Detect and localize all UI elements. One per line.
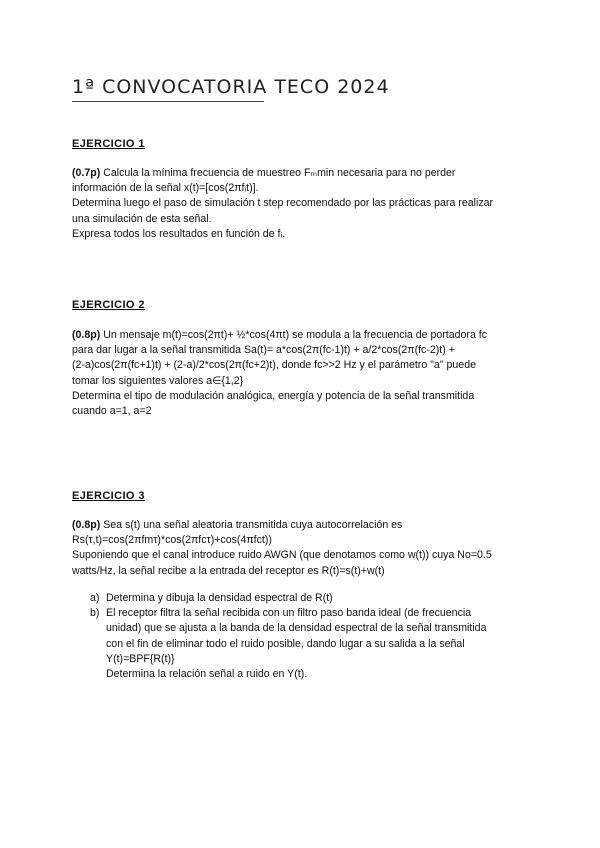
- subquestion-b-line-1: El receptor filtra la señal recibida con un filtro paso banda ideal (de frecuencia: [106, 607, 472, 620]
- exercise-3-line-3: Suponiendo que el canal introduce ruido AWGN (que denotamos como w(t)) cuya No=0.5: [72, 549, 492, 562]
- subquestion-a-marker: a): [90, 592, 100, 604]
- subquestion-b-marker: b): [90, 607, 100, 620]
- exercise-1-line-5: Expresa todos los resultados en función de fᵢ.: [72, 227, 286, 240]
- exercise-2-line-2: para dar lugar a la señal transmitida Sa(t)= a*cos(2π(fc-1)t) + a/2*cos(2π(fc-2)t) +: [72, 344, 455, 357]
- exercise-3-line-1: (0.8p) Sea s(t) una señal aleatoria transmitida cuya autocorrelación es: [72, 519, 403, 531]
- exercise-2-line-1: (0.8p) Un mensaje m(t)=cos(2πt)+ ½*cos(4πt) se modula a la frecuencia de portadora fc: [72, 329, 488, 341]
- exercise-1-statement: [72, 166, 542, 242]
- exercise-3-points: (0.8p): [72, 519, 101, 531]
- exercise-3-subquestions: [72, 591, 542, 682]
- exercise-3-heading: EJERCICIO 3: [72, 490, 145, 502]
- exercise-1-line-2: información de la señal x(t)=[cos(2πfᵢt)].: [72, 182, 259, 195]
- exercise-3-closing: Determina la relación señal a ruido en Y(t).: [106, 668, 308, 681]
- exercise-2-line-4: tomar los siguientes valores a∈{1,2}: [72, 374, 244, 387]
- exercise-1-points: (0.7p): [72, 167, 101, 179]
- exercise-2-line-5: Determina el tipo de modulación analógica, energía y potencia de la señal transmitida: [72, 389, 475, 402]
- exercise-3-line-2: Rs(τ,t)=cos(2πfmτ)*cos(2πfcτ)+cos(4πfct)): [72, 534, 272, 547]
- subquestion-b-line-3: con el fin de eliminar todo el ruido posible, dando lugar a su salida a la señal: [106, 637, 465, 650]
- exercise-1-line-3: Determina luego el paso de simulación t step recomendado por las prácticas para realizar: [72, 197, 494, 210]
- page-title: 1ª CONVOCATORIA TECO 2024: [72, 76, 390, 98]
- exercise-3-line-4: watts/Hz, la señal recibe a la entrada del receptor es R(t)=s(t)+w(t): [72, 564, 385, 577]
- exercise-1-heading: EJERCICIO 1: [72, 138, 145, 150]
- exercise-1-line-4: una simulación de esta señal.: [72, 212, 212, 225]
- exercise-1-line-1: (0.7p) Calcula la mínima frecuencia de muestreo Fₘmin necesaria para no perder: [72, 167, 456, 179]
- subquestion-b-line-4: Y(t)=BPF{R(t)}: [106, 652, 175, 665]
- title-underline: [72, 101, 264, 102]
- subquestion-a: [72, 591, 542, 606]
- exercise-2-statement: [72, 328, 542, 419]
- subquestion-b: [72, 606, 542, 667]
- subquestion-b-line-2: unidad) que se ajusta a la banda de la densidad espectral de la señal transmitida: [106, 622, 487, 635]
- exercise-2-points: (0.8p): [72, 329, 101, 341]
- exercise-2-heading: EJERCICIO 2: [72, 299, 145, 311]
- exercise-2-line-3: (2-a)cos(2π(fc+1)t) + (2-a)/2*cos(2π(fc+2)t), donde fc>>2 Hz y el parámetro "a" puede: [72, 359, 476, 372]
- exercise-2-line-6: cuando a=1, a=2: [72, 405, 152, 418]
- exercise-3-statement: [72, 518, 542, 579]
- subquestion-a-line-1: Determina y dibuja la densidad espectral de R(t): [106, 592, 333, 604]
